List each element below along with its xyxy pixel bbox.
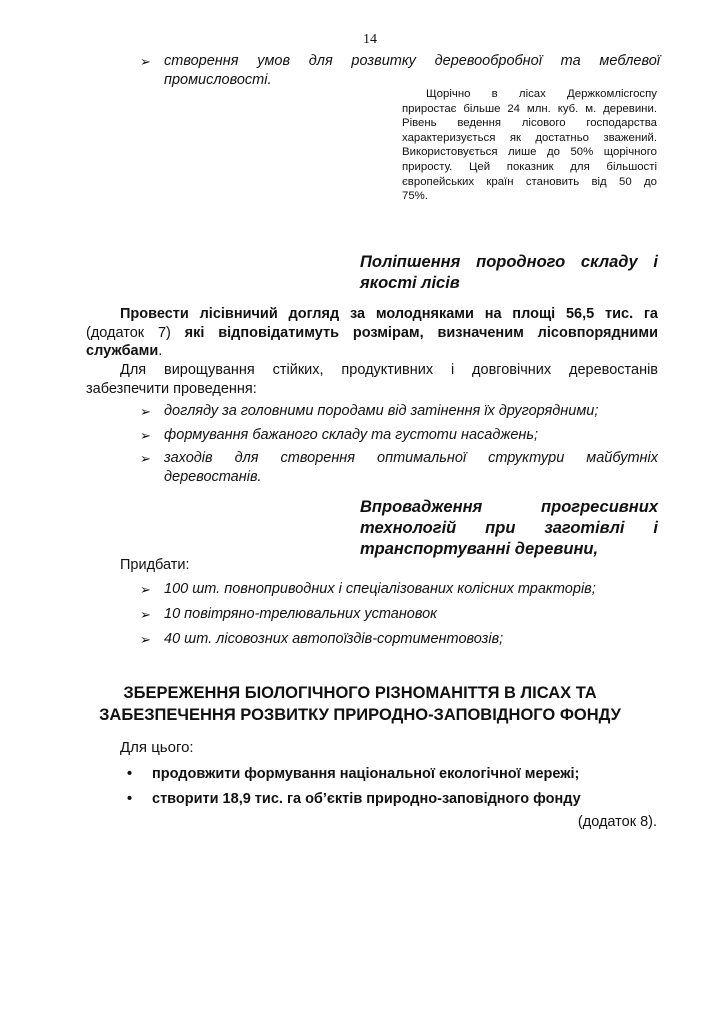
- paragraph-cultivation: [86, 361, 658, 398]
- sidebar-line: європейських країн становить від 50 до: [402, 175, 657, 188]
- sidebar-line: приросту. Цей показник для більшості: [402, 160, 657, 173]
- page-number: 14: [363, 32, 377, 47]
- arrow-bullet-icon: ➢: [140, 54, 151, 69]
- appendix-note: (додаток 8).: [577, 814, 657, 830]
- sidebar-line: Щорічно в лісах Держкомлісгоспу: [426, 88, 657, 100]
- section-heading-technology: Впровадження прогресивних технологій при заготівлі і транспортуванні деревини,: [360, 498, 658, 558]
- list-item: ➢ 100 шт. повноприводних і спеціалізованих колісних тракторів;: [140, 581, 596, 597]
- para1-line2: (додаток 7) які відповідатимуть розмірам, визначеним лісовпорядними: [86, 324, 658, 341]
- para1-line1: Провести лісівничий догляд за молодняками на площі 56,5 тис. га: [120, 306, 658, 322]
- list-item: • створити 18,9 тис. га об’єктів природно-заповідного фонду: [127, 791, 581, 807]
- section-heading-quality: Поліпшення породного складу і якості лісів: [360, 253, 658, 292]
- top-item-line2: промисловості.: [164, 72, 272, 88]
- purchase-intro: Придбати:: [120, 557, 190, 573]
- list-item: • продовжити формування національної екологічної мережі;: [127, 766, 580, 782]
- sidebar-line: Використовується лише до 50% щорічного: [402, 146, 657, 159]
- sidebar-line: характеризується як достатньо зважений.: [402, 131, 657, 144]
- list-item: ➢ формування бажаного складу та густоти насаджень;: [140, 427, 539, 443]
- list-item: ➢ заходів для створення оптимальної структури майбутніх деревостанів.: [140, 450, 658, 485]
- list-item: ➢ 10 повітряно-трелювальних установок: [140, 606, 438, 622]
- paragraph-thinning: [86, 305, 658, 361]
- top-list-item: [140, 52, 660, 90]
- arrow-bullet-icon: ➢: [140, 428, 151, 443]
- top-item-line1: створення умов для розвитку деревообробної та меблевої: [164, 53, 660, 69]
- dot-bullet-icon: •: [127, 791, 133, 807]
- list-item: ➢ 40 шт. лісовозних автопоїздів-сортиментовозів;: [140, 631, 504, 647]
- arrow-bullet-icon: ➢: [140, 582, 151, 597]
- sidebar-note: [402, 87, 657, 204]
- para2-line2: забезпечити проведення:: [86, 380, 257, 397]
- para2-line1: Для вирощування стійких, продуктивних і довговічних деревостанів: [120, 362, 658, 378]
- section-title-biodiversity: ЗБЕРЕЖЕННЯ БІОЛОГІЧНОГО РІЗНОМАНІТТЯ В ЛІСАХ ТА ЗАБЕЗПЕЧЕННЯ РОЗВИТКУ ПРИРОДНО-ЗАПОВІДНОГО ФОНДУ: [99, 684, 621, 724]
- arrow-bullet-icon: ➢: [140, 451, 151, 466]
- dot-bullet-icon: •: [127, 766, 133, 782]
- arrow-bullet-icon: ➢: [140, 632, 151, 647]
- arrow-bullet-icon: ➢: [140, 607, 151, 622]
- section3-intro: Для цього:: [120, 739, 194, 756]
- sidebar-line: приростає більше 24 млн. куб. м. деревини.: [402, 102, 657, 115]
- sidebar-line: 75%.: [402, 190, 428, 203]
- list-item: ➢ догляду за головними породами від затінення їх другорядними;: [140, 403, 599, 419]
- para1-line3: службами.: [86, 343, 163, 359]
- sidebar-line: Рівень ведення лісового господарства: [402, 117, 657, 130]
- arrow-bullet-icon: ➢: [140, 404, 151, 419]
